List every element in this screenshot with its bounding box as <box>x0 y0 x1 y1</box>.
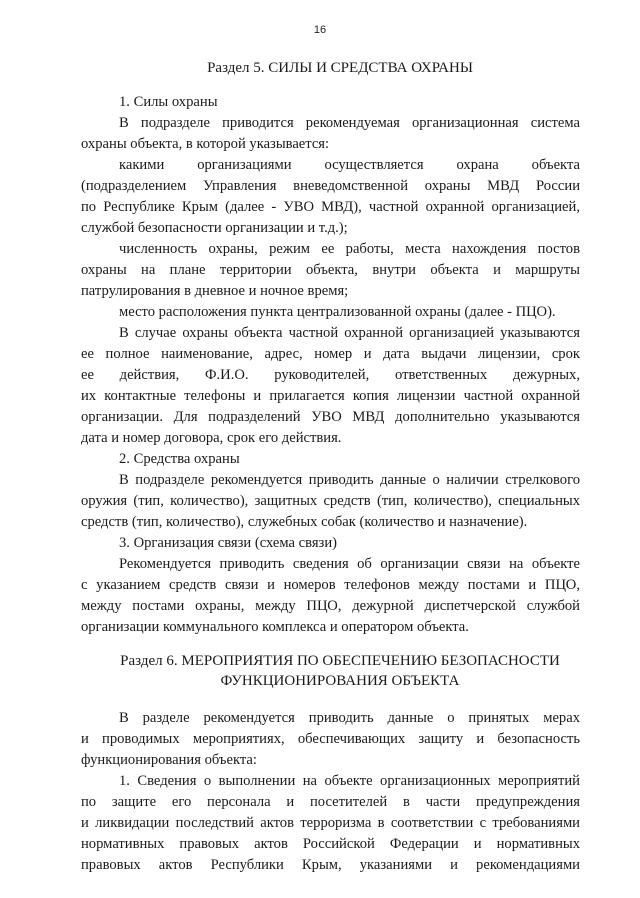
section-5-title: Раздел 5. СИЛЫ И СРЕДСТВА ОХРАНЫ <box>207 60 473 76</box>
text-line: и ликвидации последствий актов терроризма в соответствии с требованиями <box>81 815 580 831</box>
text-line: функционирования объекта: <box>81 752 257 768</box>
text-line: службой безопасности организации и т.д.); <box>81 220 348 236</box>
text-line: Рекомендуется приводить сведения об организации связи на объекте <box>119 556 580 572</box>
text-line: ее полное наименование, адрес, номер и дата выдачи лицензии, срок <box>81 346 580 362</box>
text-line: по защите его персонала и посетителей в части предупреждения <box>81 794 580 810</box>
text-line: и проводимых мероприятиях, обеспечивающих защиту и безопасность <box>81 731 580 747</box>
page-number: 16 <box>313 24 327 36</box>
section-6-title: Раздел 6. МЕРОПРИЯТИЯ ПО ОБЕСПЕЧЕНИЮ БЕЗОПАСНОСТИ <box>120 653 560 669</box>
text-line: их контактные телефоны и прилагается копия лицензии частной охранной <box>81 388 580 404</box>
section-6-title-continued: ФУНКЦИОНИРОВАНИЯ ОБЪЕКТА <box>220 673 460 689</box>
text-line: какими организациями осуществляется охрана объекта <box>119 157 580 173</box>
text-line: нормативных правовых актов Российской Федерации и нормативных <box>81 836 580 852</box>
text-line: правовых актов Республики Крым, указаниями и рекомендациями <box>81 857 580 873</box>
text-line: охраны объекта, в которой указывается: <box>81 136 330 152</box>
text-line: между постами охраны, между ПЦО, дежурной диспетчерской службой <box>81 598 580 614</box>
text-line: дата и номер договора, срок его действия. <box>81 430 342 446</box>
text-line: В случае охраны объекта частной охранной организацией указываются <box>119 325 580 341</box>
text-line: организации. Для подразделений УВО МВД дополнительно указываются <box>81 409 580 425</box>
text-line: средств (тип, количество), служебных собак (количество и назначение). <box>81 514 528 530</box>
text-line: место расположения пункта централизованной охраны (далее - ПЦО). <box>119 304 556 320</box>
text-line: с указанием средств связи и номеров телефонов между постами и ПЦО, <box>81 577 580 593</box>
text-line: патрулирования в дневное и ночное время; <box>81 283 349 299</box>
text-line: 3. Организация связи (схема связи) <box>119 535 337 551</box>
text-line: В подразделе приводится рекомендуемая организационная система <box>119 115 580 131</box>
text-line: В разделе рекомендуется приводить данные о принятых мерах <box>119 710 580 726</box>
text-line: В подразделе рекомендуется приводить данные о наличии стрелкового <box>119 472 580 488</box>
text-line: по Республике Крым (далее - УВО МВД), частной охранной организацией, <box>81 199 580 215</box>
text-line: оружия (тип, количество), защитных средств (тип, количество), специальных <box>81 493 580 509</box>
text-line: 1. Силы охраны <box>119 94 218 110</box>
text-line: численность охраны, режим ее работы, места нахождения постов <box>119 241 580 257</box>
text-line: охраны на плане территории объекта, внутри объекта и маршруты <box>81 262 580 278</box>
text-line: 2. Средства охраны <box>119 451 240 467</box>
text-line: организации коммунального комплекса и оператором объекта. <box>81 619 469 635</box>
text-line: 1. Сведения о выполнении на объекте организационных мероприятий <box>119 773 580 789</box>
text-line: ее действия, Ф.И.О. руководителей, ответственных дежурных, <box>81 367 580 383</box>
text-line: (подразделением Управления вневедомственной охраны МВД России <box>81 178 580 194</box>
